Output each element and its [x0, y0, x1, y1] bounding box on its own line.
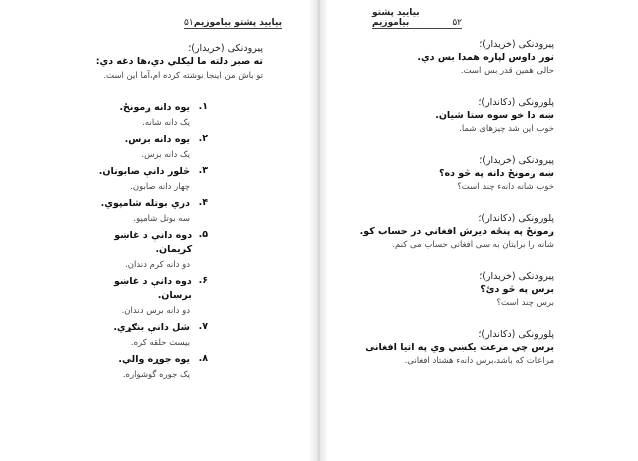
- speaker-label: پلورونکی (دکاندار)؛: [478, 213, 554, 224]
- speaker-label: پیرودنکی (خریدار)؛: [479, 39, 554, 50]
- item-pashto: دري بوتله شامپوي.: [100, 198, 190, 209]
- item-number: ۴.: [198, 197, 208, 208]
- item-number: ۲.: [198, 133, 208, 144]
- item-persian: دو دانه برس دندان.: [121, 306, 190, 316]
- pashto-line: ښه دا خو سوه ستا شیان.: [435, 110, 554, 121]
- persian-line: برس چند است؟: [496, 298, 554, 308]
- list-item: [88, 101, 208, 131]
- item-persian: یک دانه شانه.: [142, 118, 190, 128]
- item-persian: یک جوره گوشواره.: [122, 370, 190, 380]
- header-title: بیایید پشتو بیاموزیم: [372, 8, 420, 28]
- right-page: [327, 0, 638, 461]
- item-persian: سه بوتل شامپو.: [133, 214, 190, 224]
- speaker-label: پلورونکی (دکاندار)؛: [478, 329, 554, 340]
- list-item: [88, 321, 208, 351]
- persian-line: مراعات که باشد،برس دانهء هشتاد افغانی.: [404, 356, 554, 366]
- item-persian: دو دانه کرم دندان.: [125, 260, 190, 270]
- dialog-entry: [344, 96, 554, 136]
- item-number: ۷.: [198, 321, 208, 332]
- page-content: [23, 42, 263, 385]
- item-persian: یک دانه برس.: [141, 150, 190, 160]
- page-header: [184, 12, 282, 29]
- pashto-line: ږمونځ په پنځه دیرش افغاني در حساب کو.: [359, 226, 554, 237]
- list-item: [88, 197, 208, 227]
- pashto-line: برس په څو دئ؟: [480, 284, 554, 295]
- speaker-label: پیرودنکی (خریدار)؛: [479, 155, 554, 166]
- persian-line: خوب این شد چیزهای شما.: [459, 124, 554, 134]
- left-page: [0, 0, 310, 461]
- persian-line: خوب شانه دانهء چند است؟: [457, 182, 554, 192]
- dialog-entry: [344, 154, 554, 194]
- item-pashto: یوه جوړه والي.: [118, 354, 190, 365]
- list-item: [88, 353, 208, 383]
- item-pashto: یوه دانه ږمونځ.: [119, 102, 190, 113]
- list-item: [88, 275, 208, 319]
- list-item: [88, 229, 208, 273]
- page-number: ۵۲: [452, 18, 462, 28]
- persian-line: تو باش من اینجا نوشته کرده ام،آ‌ما این است.: [103, 71, 263, 81]
- item-pashto: څلور دانې صابونان.: [98, 166, 190, 177]
- pashto-line: برس چي مرعت یکښي وي په اتیا افغانی: [365, 342, 554, 353]
- speaker-label: پیرودنکی (خریدار)؛: [479, 271, 554, 282]
- dialog-entry: [344, 328, 554, 368]
- item-persian: بیست حلقه کره.: [130, 338, 190, 348]
- item-pashto: دوه دانې د غاښو کریمان.: [114, 230, 193, 255]
- item-pashto: دوه دانې د غاښو برسان.: [113, 276, 192, 301]
- page-header: [372, 8, 462, 29]
- speaker-label: پلورونکی (دکاندار)؛: [478, 97, 554, 108]
- item-pashto: یوه دانه برس.: [124, 134, 190, 145]
- item-pashto: شل دانې بنګړي.: [113, 322, 190, 333]
- page-content: [344, 38, 554, 386]
- shopping-list: [88, 101, 208, 383]
- page-number: ۵۱: [184, 18, 194, 28]
- speaker-label: پیرودنکی (خریدار)؛: [188, 43, 263, 54]
- pashto-line: نور داوس لپاره همدا بس دي.: [417, 52, 554, 63]
- item-number: ۱.: [198, 101, 208, 112]
- pashto-line: ته صبر دلته ما لیکلي دي،ها دغه دي:: [95, 56, 263, 67]
- dialog-entry: [344, 38, 554, 78]
- header-title: بیایید پشتو بیاموزیم: [193, 18, 282, 28]
- book-gutter: [310, 0, 327, 461]
- dialog-entry: [344, 212, 554, 252]
- pashto-line: ښه ږمونځ دانه په څو ده؟: [439, 168, 554, 179]
- item-persian: چهار دانه صابون.: [130, 182, 190, 192]
- persian-line: حالی همین قدر بس است.: [460, 66, 554, 76]
- persian-line: شانه را برایتان به سی افغانی حساب می کنم.: [392, 240, 554, 250]
- list-item: [88, 165, 208, 195]
- item-number: ۸.: [198, 353, 208, 364]
- dialog-entry: [344, 270, 554, 310]
- item-number: ۵.: [198, 229, 208, 240]
- list-item: [88, 133, 208, 163]
- item-number: ۶.: [198, 275, 208, 286]
- item-number: ۳.: [198, 165, 208, 176]
